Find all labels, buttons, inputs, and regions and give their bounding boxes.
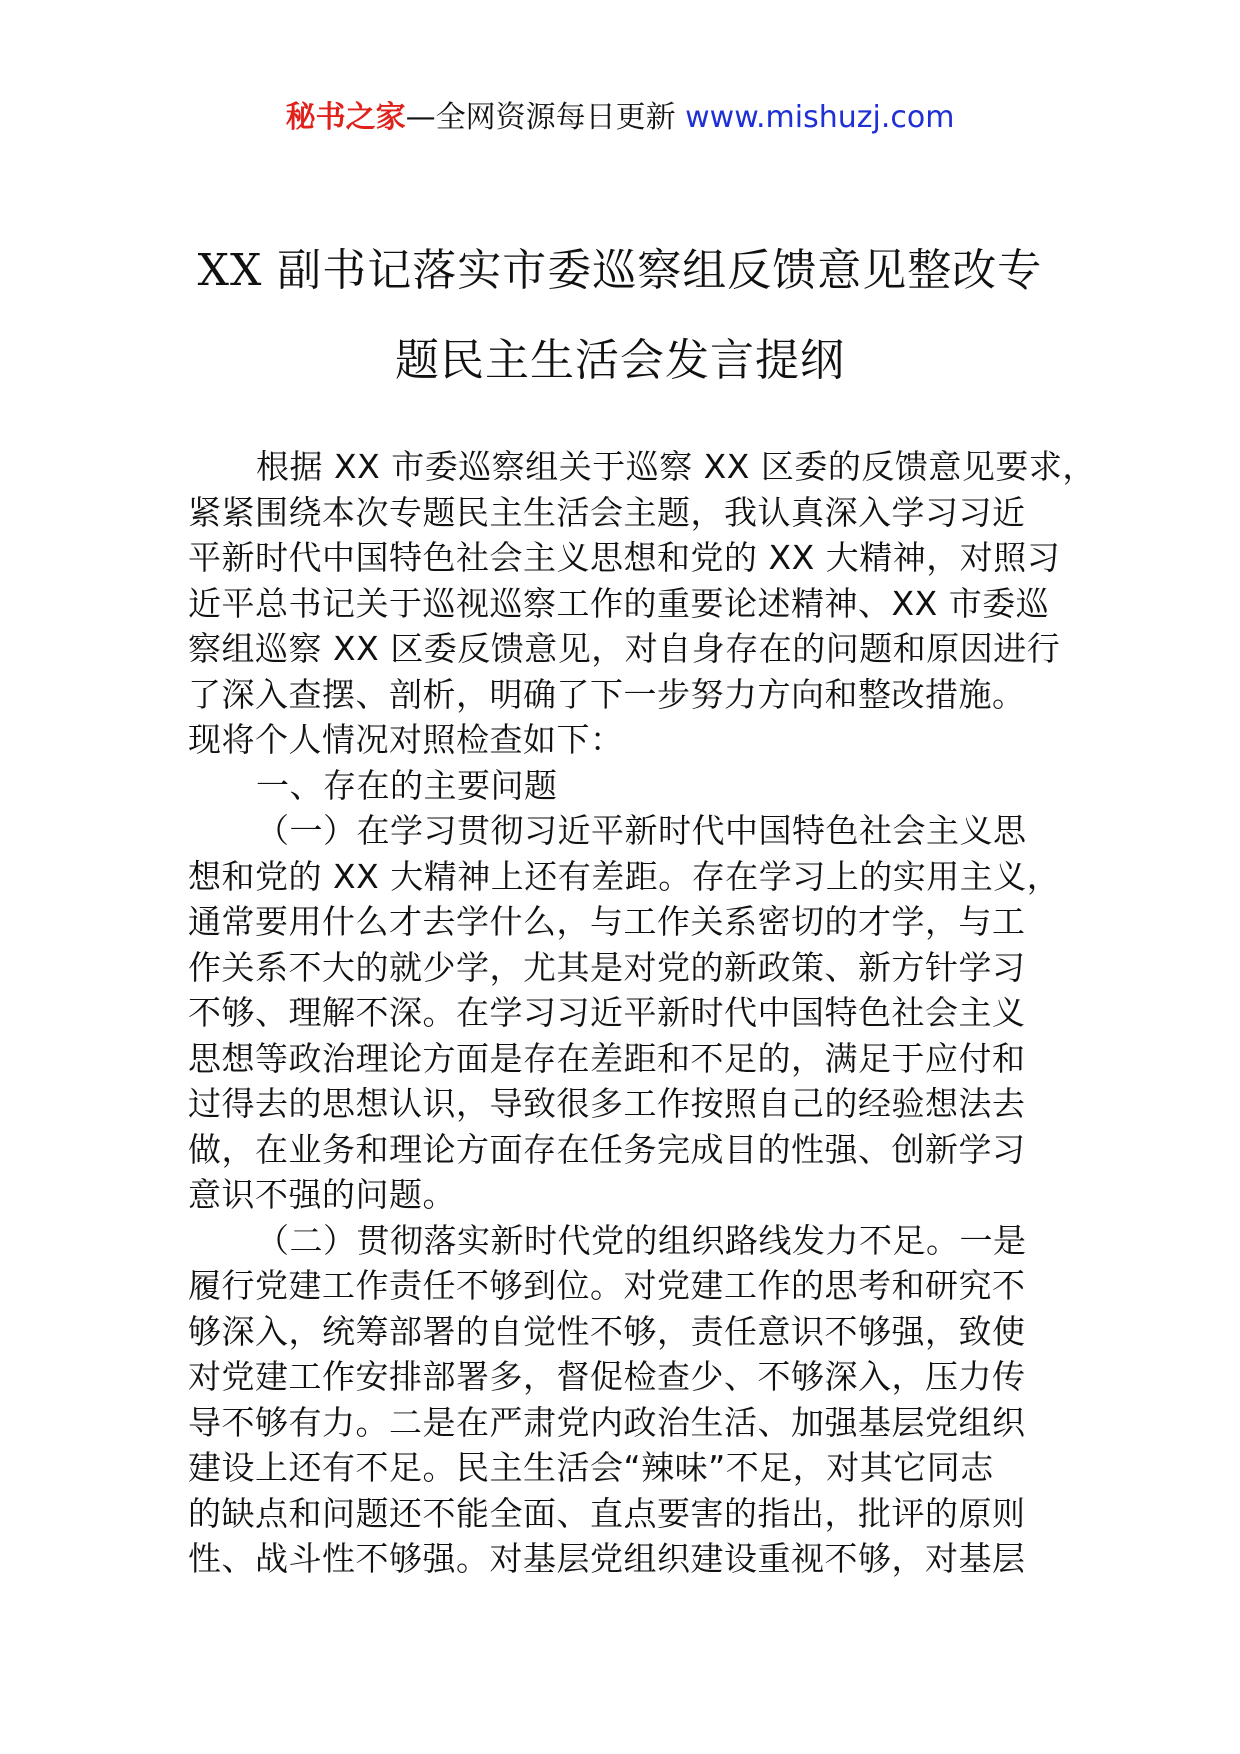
body-line: 履行党建工作责任不够到位。对党建工作的思考和研究不 [188,1266,1026,1305]
body-line: 意识不强的问题。 [188,1175,456,1214]
body-line: 作关系不大的就少学，尤其是对党的新政策、新方针学习 [188,947,1026,987]
body-line: 做，在业务和理论方面存在任务完成目的性强、创新学习 [188,1129,1026,1169]
body-line: 建设上还有不足。民主生活会“辣味”不足，对其它同志 [188,1448,994,1487]
body-line: 过得去的思想认识，导致很多工作按照自己的经验想法去 [188,1084,1026,1123]
body-line: （二）贯彻落实新时代党的组织路线发力不足。一是 [256,1220,1027,1260]
body-line: 思想等政治理论方面是存在差距和不足的，满足于应付和 [188,1038,1026,1078]
document-body [188,444,1096,1582]
body-line: 通常要用什么才去学什么，与工作关系密切的才学，与工 [188,902,1026,941]
body-line: 紧紧围绕本次专题民主生活会主题，我认真深入学习习近 [188,492,1026,532]
body-line: 性、战斗性不够强。对基层党组织建设重视不够，对基层 [188,1539,1026,1578]
header-url-link[interactable]: www.mishuzj.com [685,100,955,135]
header-tagline: —全网资源每日更新 [405,100,676,135]
body-line: 现将个人情况对照检查如下： [188,720,624,759]
body-line: 的缺点和问题还不能全面、直点要害的指出，批评的原则 [188,1493,1026,1533]
section-heading: 一、存在的主要问题 [256,765,558,805]
brand-name: 秘书之家 [285,100,406,135]
body-line: 根据 XX 市委巡察组关于巡察 XX 区委的反馈意见要求， [256,447,1096,486]
document-title [150,226,1090,406]
site-header [0,98,1240,138]
body-line: 对党建工作安排部署多，督促检查少、不够深入，压力传 [188,1357,1026,1396]
body-line: 够深入，统筹部署的自觉性不够，责任意识不够强，致使 [188,1311,1026,1351]
body-line: 导不够有力。二是在严肃党内政治生活、加强基层党组织 [188,1402,1026,1442]
body-line: 不够、理解不深。在学习习近平新时代中国特色社会主义 [188,993,1026,1032]
title-line: XX 副书记落实市委巡察组反馈意见整改专 [197,245,1043,296]
body-line: 平新时代中国特色社会主义思想和党的 XX 大精神，对照习 [188,538,1061,577]
body-line: 想和党的 XX 大精神上还有差距。存在学习上的实用主义， [188,856,1061,896]
body-line: 了深入查摆、剖析，明确了下一步努力方向和整改措施。 [188,674,1026,714]
body-line: 近平总书记关于巡视巡察工作的重要论述精神、XX 市委巡 [188,583,1050,623]
body-line: （一）在学习贯彻习近平新时代中国特色社会主义思 [256,811,1027,850]
body-line: 察组巡察 XX 区委反馈意见，对自身存在的问题和原因进行 [188,629,1061,668]
title-line: 题民主生活会发言提纲 [395,335,845,386]
